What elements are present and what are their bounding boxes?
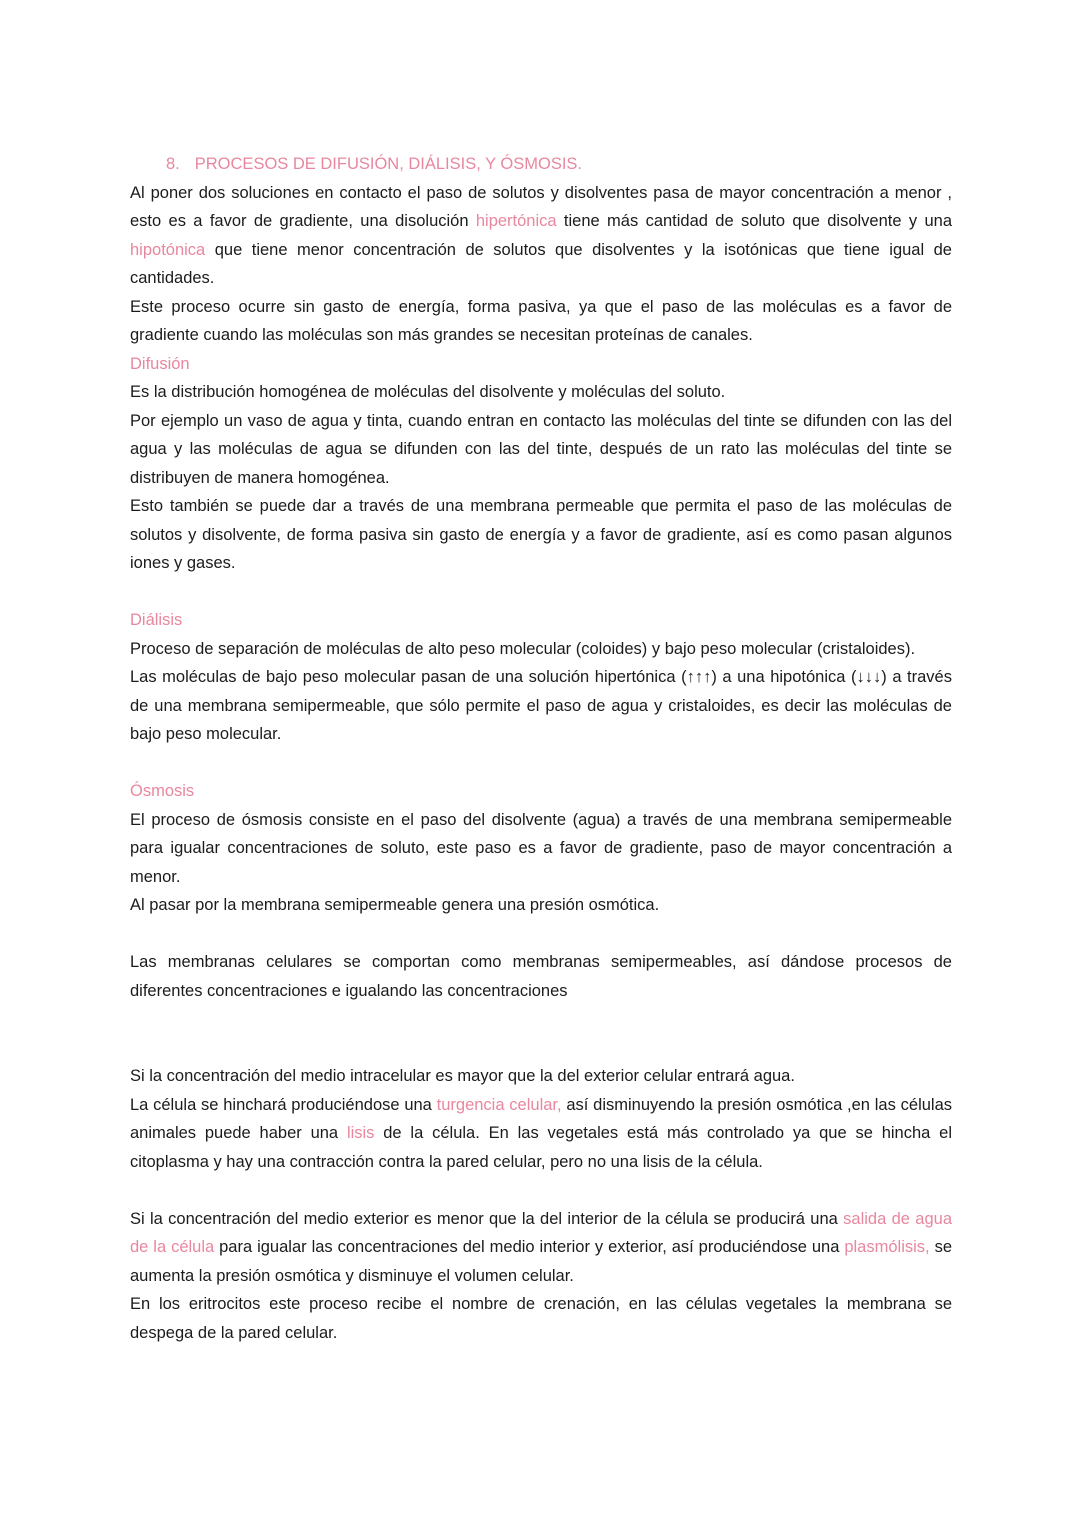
subheading-dialisis: Diálisis (130, 611, 183, 629)
paragraph (130, 948, 952, 1005)
highlighted-term: hipertónica (475, 212, 557, 230)
highlighted-term: lisis (346, 1124, 375, 1142)
paragraph (130, 806, 952, 892)
paragraph (130, 378, 952, 407)
paragraph (130, 635, 952, 664)
text-run: Al poner dos soluciones en contacto el paso de solutos y disolventes pasa de mayor concentración a menor , esto es a favor de gradiente, una disolución (130, 183, 952, 230)
paragraph (130, 1062, 952, 1091)
text-run: Esto también se puede dar a través de una membrana permeable que permita el paso de las moléculas de solutos y disolvente, de forma pasiva sin gasto de energía y a favor de gradiente, así es como pasan algunos iones y gases. (130, 497, 952, 572)
highlighted-term: hipotónica (130, 240, 206, 259)
text-run: Por ejemplo un vaso de agua y tinta, cuando entran en contacto las moléculas del tinte se difunden con las del agua y las moléculas de agua se difunden con las del tinte, después de un rato las moléculas del tinte se distribuyen de manera homogénea. (130, 411, 952, 487)
subheading-osmosis: Ósmosis (130, 782, 195, 800)
section-heading (130, 150, 952, 179)
blank-line (130, 1005, 952, 1062)
paragraph (130, 1205, 952, 1291)
blank-line (130, 749, 952, 778)
blank-line (130, 1176, 952, 1205)
text-run: Las membranas celulares se comportan como membranas semipermeables, así dándose procesos de diferentes concentraciones e igualando las concentraciones (130, 953, 952, 1000)
paragraph (130, 492, 952, 578)
text-run: Al pasar por la membrana semipermeable genera una presión osmótica. (130, 896, 660, 914)
text-run: En los eritrocitos este proceso recibe el nombre de crenación, en las células vegetales la membrana se despega de la pared celular. (130, 1295, 952, 1342)
text-run: Es la distribución homogénea de moléculas del disolvente y moléculas del soluto. (130, 383, 726, 401)
heading-number: 8. (166, 155, 180, 173)
text-run: tiene más cantidad de soluto que disolvente y una (556, 212, 952, 230)
paragraph (130, 1091, 952, 1177)
paragraph (130, 663, 952, 749)
text-run: de la célula. En las vegetales está más controlado ya que se hincha el citoplasma y hay una contracción contra la pared celular, pero no una lisis de la célula. (130, 1124, 952, 1171)
highlighted-term: plasmólisis, (844, 1238, 930, 1256)
document-body (130, 150, 952, 1347)
subheading-difusion: Difusión (130, 354, 190, 373)
text-run: Proceso de separación de moléculas de alto peso molecular (coloides) y bajo peso molecular (cristaloides). (130, 639, 916, 658)
blank-line (130, 920, 952, 949)
paragraph (130, 407, 952, 493)
highlighted-term: salida de agua de la célula (130, 1209, 952, 1256)
paragraph (130, 1290, 952, 1347)
text-run: Si la concentración del medio intracelular es mayor que la del exterior celular entrará agua. (130, 1067, 795, 1085)
text-run: que tiene menor concentración de solutos que disolventes y la isotónicas que tiene igual de cantidades. (130, 240, 952, 287)
text-run: Las moléculas de bajo peso molecular pasan de una solución hipertónica (↑↑↑) a una hipotónica (↓↓↓) a través de una membrana semipermeable, que sólo permite el paso de agua y cristaloides, es decir las moléculas de bajo peso molecular. (130, 668, 952, 743)
highlighted-term: turgencia celular, (436, 1095, 562, 1114)
paragraph (130, 179, 952, 293)
paragraph (130, 891, 952, 920)
text-run: para igualar las concentraciones del medio interior y exterior, así produciéndose una (214, 1238, 845, 1256)
text-run: así disminuyendo la presión osmótica ,en las células animales puede haber una (130, 1095, 952, 1142)
paragraph (130, 293, 952, 350)
heading-text: PROCESOS DE DIFUSIÓN, DIÁLISIS, Y ÓSMOSIS. (194, 155, 582, 173)
blank-line (130, 578, 952, 607)
text-run: Si la concentración del medio exterior es menor que la del interior de la célula se producirá una (130, 1209, 844, 1228)
text-run: Este proceso ocurre sin gasto de energía, forma pasiva, ya que el paso de las moléculas es a favor de gradiente cuando las moléculas son más grandes se necesitan proteínas de canales. (130, 297, 952, 344)
text-run: La célula se hinchará produciéndose una (130, 1095, 437, 1114)
text-run: El proceso de ósmosis consiste en el paso del disolvente (agua) a través de una membrana semipermeable para igualar concentraciones de soluto, este paso es a favor de gradiente, paso de mayor concentración a menor. (130, 810, 952, 886)
text-run: se aumenta la presión osmótica y disminuye el volumen celular. (130, 1238, 952, 1285)
